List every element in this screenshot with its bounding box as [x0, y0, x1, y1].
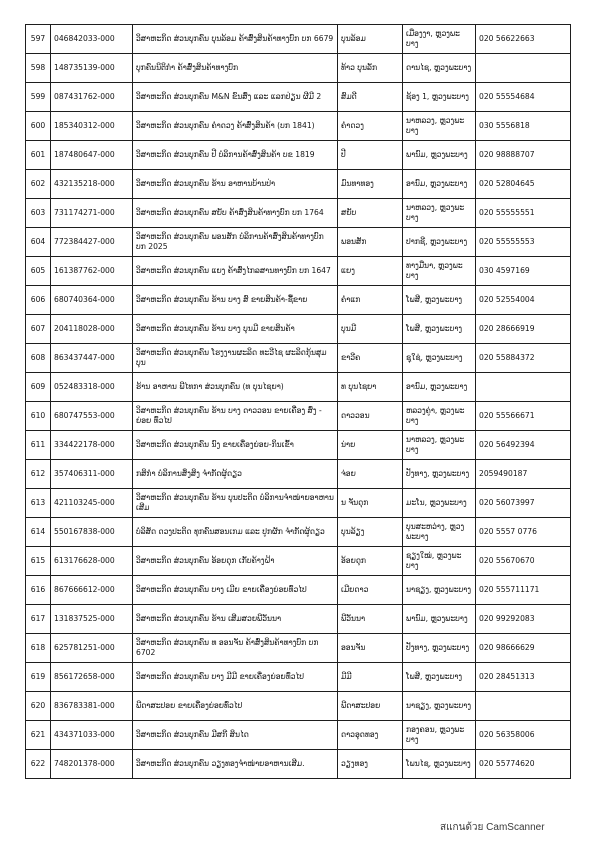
address-cell: ຫລວງຄູ່າ, ຫຼວງພະບາງ	[403, 402, 476, 431]
address-cell: ອານົມ, ຫຼວງພະບາງ	[403, 373, 476, 402]
table-row	[26, 373, 571, 402]
owner-name-cell: ຂາວີຄ	[338, 344, 403, 373]
address-cell: ນາຫລວງ, ຫຼວງພະບາງ	[403, 112, 476, 141]
owner-name-cell: ຄຳດວງ	[338, 112, 403, 141]
phone-number-cell: 020 28666919	[476, 315, 571, 344]
row-number-cell: 598	[26, 54, 51, 83]
row-number-cell: 616	[26, 576, 51, 605]
tax-id-cell: 046842033-000	[51, 25, 133, 54]
row-number-cell: 619	[26, 663, 51, 692]
business-registry-table	[25, 24, 571, 779]
owner-name-cell: ອ້ອຍດຸກ	[338, 547, 403, 576]
row-number-cell: 597	[26, 25, 51, 54]
business-name-cell: ວິສາຫະກິດ ສ່ວນບຸກຄົນ ຮ້ານ ບາງ ສົ ຂາຍສິນຄ້າ-ຊື້ຂາຍ	[133, 286, 338, 315]
phone-number-cell: 020 56073997	[476, 489, 571, 518]
business-name-cell: ວິສາຫະກິດ ສ່ວນບຸກຄົນ ບາງ ມີມີ ຂາຍເຄື່ອງຍ່ອຍທົ່ວໄປ	[133, 663, 338, 692]
row-number-cell: 604	[26, 228, 51, 257]
address-cell: ອານົມ, ຫຼວງພະບາງ	[403, 170, 476, 199]
tax-id-cell: 748201378-000	[51, 750, 133, 779]
row-number-cell: 600	[26, 112, 51, 141]
phone-number-cell	[476, 692, 571, 721]
table-row	[26, 518, 571, 547]
address-cell: ນາຊຽງ, ຫຼວງພະບາງ	[403, 692, 476, 721]
table-row	[26, 634, 571, 663]
business-name-cell: ບໍລິສັດ ດວງປະຕິດ ທຸກຄົນສອນເກມ ແລະ ປູກຜັກ ຈຳກັດຜູ້ດຽວ	[133, 518, 338, 547]
table-row	[26, 460, 571, 489]
address-cell: ກອງຄອນ, ຫຼວງພະບາງ	[403, 721, 476, 750]
tax-id-cell: 836783381-000	[51, 692, 133, 721]
table-row	[26, 344, 571, 373]
phone-number-cell: 020 55670670	[476, 547, 571, 576]
address-cell: ເມືອງງາ, ຫຼວງພະບາງ	[403, 25, 476, 54]
owner-name-cell: ສົມດີ	[338, 83, 403, 112]
address-cell: ນາຫລວງ, ຫຼວງພະບາງ	[403, 199, 476, 228]
phone-number-cell: 030 5556818	[476, 112, 571, 141]
row-number-cell: 605	[26, 257, 51, 286]
table-row	[26, 547, 571, 576]
phone-number-cell: 020 99292083	[476, 605, 571, 634]
table-row	[26, 663, 571, 692]
business-name-cell: ກສິກຳ ບໍລິການສິ່ງສິງ ຈຳກັດຜູ້ດຽວ	[133, 460, 338, 489]
tax-id-cell: 680747553-000	[51, 402, 133, 431]
row-number-cell: 618	[26, 634, 51, 663]
owner-name-cell: ບຸນລ້ຽງ	[338, 518, 403, 547]
table-row	[26, 692, 571, 721]
business-name-cell: ວິສາຫະກິດ ສ່ວນບຸກຄົນ ທ ອອນຈັນ ຄ້າສົ່ງສິນຄ້າທາງບົກ ບກ 6702	[133, 634, 338, 663]
row-number-cell: 622	[26, 750, 51, 779]
row-number-cell: 603	[26, 199, 51, 228]
tax-id-cell: 185340312-000	[51, 112, 133, 141]
phone-number-cell: 020 98666629	[476, 634, 571, 663]
phone-number-cell: 020 5557 0776	[476, 518, 571, 547]
row-number-cell: 615	[26, 547, 51, 576]
phone-number-cell: 020 55555553	[476, 228, 571, 257]
owner-name-cell: ດາວວອນ	[338, 402, 403, 431]
table-row	[26, 750, 571, 779]
business-name-cell: ວິສາຫະກິດ ສ່ວນບຸກຄົນ ອ້ອຍດຸກ ເກັບຄ້າງຝ້າ	[133, 547, 338, 576]
owner-name-cell: ມີມີ	[338, 663, 403, 692]
business-name-cell: ວິສາຫະກິດ ສ່ວນບຸກຄົນ ວຽງທອງຈຳໜ່າຍອາຫານເສີມ.	[133, 750, 338, 779]
tax-id-cell: 421103245-000	[51, 489, 133, 518]
owner-name-cell: ເມີຍດາວ	[338, 576, 403, 605]
tax-id-cell: 087431762-000	[51, 83, 133, 112]
row-number-cell: 601	[26, 141, 51, 170]
table-row	[26, 605, 571, 634]
tax-id-cell: 550167838-000	[51, 518, 133, 547]
table-row	[26, 257, 571, 286]
owner-name-cell: ຈ່ອຍ	[338, 460, 403, 489]
tax-id-cell: 357406311-000	[51, 460, 133, 489]
owner-name-cell: ອອນຈັນ	[338, 634, 403, 663]
table-row	[26, 170, 571, 199]
table-row	[26, 286, 571, 315]
business-name-cell: ວິສາຫະກິດ ສ່ວນບຸກຄົນ ບຸນລ້ອມ ຄ້າສົ່ງສິນຄ້າທາງບົກ ບກ 6679	[133, 25, 338, 54]
tax-id-cell: 434371033-000	[51, 721, 133, 750]
row-number-cell: 609	[26, 373, 51, 402]
owner-name-cell: ພອນສັກ	[338, 228, 403, 257]
row-number-cell: 606	[26, 286, 51, 315]
owner-name-cell: ດາວອຸດທອງ	[338, 721, 403, 750]
owner-name-cell: ນ່າຍ	[338, 431, 403, 460]
table-row	[26, 228, 571, 257]
business-name-cell: ວິສາຫະກິດ ສ່ວນບຸກຄົນ ນົງ ຂາຍເຄື່ອງຍ່ອຍ-ກິນເຂົ້າ	[133, 431, 338, 460]
business-name-cell: ວິສາຫະກິດ ສ່ວນບຸກຄົນ ມີສກີ ສິນໄດ	[133, 721, 338, 750]
table-row	[26, 83, 571, 112]
address-cell: ໂພສີ, ຫຼວງພະບາງ	[403, 315, 476, 344]
phone-number-cell	[476, 54, 571, 83]
address-cell: ຊຸໃຊ່, ຫຼວງພະບາງ	[403, 344, 476, 373]
address-cell: ນາຊຽງ, ຫຼວງພະບາງ	[403, 576, 476, 605]
address-cell: ພານົມ, ຫຼວງພະບາງ	[403, 605, 476, 634]
owner-name-cell: ມົນທາທອງ	[338, 170, 403, 199]
phone-number-cell: 020 56358006	[476, 721, 571, 750]
phone-number-cell: 020 56622663	[476, 25, 571, 54]
business-name-cell: ວິສາຫະກິດ ສ່ວນບຸກຄົນ ຮ້ານ ບາງ ບຸນມີ ຂາຍສິນຄ້າ	[133, 315, 338, 344]
address-cell: ມະໂນ, ຫຼວງພະບາງ	[403, 489, 476, 518]
owner-name-cell: ປີ	[338, 141, 403, 170]
address-cell: ຊຽງໃໝ່, ຫຼວງພະບາງ	[403, 547, 476, 576]
address-cell: ໂພນໄຊ, ຫຼວງພະບາງ	[403, 750, 476, 779]
scanner-watermark: สแกนด้วย CamScanner	[440, 822, 545, 833]
row-number-cell: 610	[26, 402, 51, 431]
address-cell: ດານໄຊ, ຫຼວງພະບາງ	[403, 54, 476, 83]
row-number-cell: 620	[26, 692, 51, 721]
owner-name-cell: ພີວັນນາ	[338, 605, 403, 634]
address-cell: ບຸນສະຫວ່າງ, ຫຼວງພະບາງ	[403, 518, 476, 547]
row-number-cell: 602	[26, 170, 51, 199]
address-cell: ທາງມືນາ, ຫຼວງພະບາງ	[403, 257, 476, 286]
phone-number-cell: 2059490187	[476, 460, 571, 489]
business-name-cell: ພີດາສະປອຍ ຂາຍເຄື່ອງຍ່ອຍທົ່ວໄປ	[133, 692, 338, 721]
address-cell: ພານົມ, ຫຼວງພະບາງ	[403, 141, 476, 170]
row-number-cell: 611	[26, 431, 51, 460]
business-name-cell: ວິສາຫະກິດ ສ່ວນບຸກຄົນ ຮ້ານ ບາງ ດາວວອນ ຂາຍເຄື່ອງ ສົ່ງ - ຍ່ອຍ ທົ່ວໄປ	[133, 402, 338, 431]
tax-id-cell: 187480647-000	[51, 141, 133, 170]
tax-id-cell: 161387762-000	[51, 257, 133, 286]
tax-id-cell: 334422178-000	[51, 431, 133, 460]
address-cell: ປັງທາງ, ຫຼວງພະບາງ	[403, 460, 476, 489]
business-name-cell: ວິສາຫະກິດ ສ່ວນບຸກຄົນ ຮ້ານ ເສີມສວຍພີວັນນາ	[133, 605, 338, 634]
phone-number-cell: 020 28451313	[476, 663, 571, 692]
row-number-cell: 607	[26, 315, 51, 344]
address-cell: ໂພສີ, ຫຼວງພະບາງ	[403, 286, 476, 315]
tax-id-cell: 052483318-000	[51, 373, 133, 402]
owner-name-cell: ສຍັບ	[338, 199, 403, 228]
address-cell: ຊ້ອງ 1, ຫຼວງພະບາງ	[403, 83, 476, 112]
phone-number-cell: 030 4597169	[476, 257, 571, 286]
table-row	[26, 112, 571, 141]
registry-table-body	[26, 25, 571, 779]
row-number-cell: 621	[26, 721, 51, 750]
tax-id-cell: 856172658-000	[51, 663, 133, 692]
tax-id-cell: 613176628-000	[51, 547, 133, 576]
address-cell: ປັງທາງ, ຫຼວງພະບາງ	[403, 634, 476, 663]
business-name-cell: ວິສາຫະກິດ ສ່ວນບຸກຄົນ ພອນສັກ ບໍລິການຄ້າສົ່ງສິນຄ້າທາງບົກ ບກ 2025	[133, 228, 338, 257]
business-name-cell: ວິສາຫະກິດ ສ່ວນບຸກຄົນ ຮ້ານ ບຸນປະຕິດ ບໍລິການຈຳໜ່າຍອາຫານເສີມ	[133, 489, 338, 518]
owner-name-cell: ບຸນລ້ອມ	[338, 25, 403, 54]
row-number-cell: 599	[26, 83, 51, 112]
table-row	[26, 489, 571, 518]
phone-number-cell: 020 55884372	[476, 344, 571, 373]
table-row	[26, 315, 571, 344]
address-cell: ໂພສີ, ຫຼວງພະບາງ	[403, 663, 476, 692]
table-row	[26, 25, 571, 54]
phone-number-cell: 020 98888707	[476, 141, 571, 170]
business-name-cell: ຮ້ານ ອາຫານ ພີໄທກາ ສ່ວນບຸກຄົນ (ທ ບຸນໄຊຍາ)	[133, 373, 338, 402]
business-name-cell: ວິສາຫະກິດ ສ່ວນບຸກຄົນ ສຍັບ ຄ້າສົ່ງສິນຄ້າທາງບົກ ບກ 1764	[133, 199, 338, 228]
business-name-cell: ວິສາຫະກິດ ສ່ວນບຸກຄົນ ໂຮງງານຜະລິດ ທະວີໄຊ ຜະລິດກຸ້ນສຸມບຸນ	[133, 344, 338, 373]
table-row	[26, 141, 571, 170]
table-row	[26, 576, 571, 605]
tax-id-cell: 625781251-000	[51, 634, 133, 663]
phone-number-cell: 020 55555551	[476, 199, 571, 228]
table-row	[26, 199, 571, 228]
address-cell: ປາກຊີ, ຫຼວງພະບາງ	[403, 228, 476, 257]
tax-id-cell: 131837525-000	[51, 605, 133, 634]
address-cell: ນາຫລວງ, ຫຼວງພະບາງ	[403, 431, 476, 460]
table-row	[26, 721, 571, 750]
phone-number-cell: 020 52804645	[476, 170, 571, 199]
tax-id-cell: 680740364-000	[51, 286, 133, 315]
tax-id-cell: 731174271-000	[51, 199, 133, 228]
business-name-cell: ວິສາຫະກິດ ສ່ວນບຸກຄົນ ປີ ບໍລິການຄ້າສົ່ງສິນຄ້າ ບຂ 1819	[133, 141, 338, 170]
tax-id-cell: 148735139-000	[51, 54, 133, 83]
tax-id-cell: 204118028-000	[51, 315, 133, 344]
business-name-cell: ວິສາຫະກິດ ສ່ວນບຸກຄົນ ແຍງ ຄ້າສົ່ງໄກລສານທາງບົກ ບກ 1647	[133, 257, 338, 286]
business-name-cell: ບຸກຄົນນິຕິກຳ ຄ້າສົ່ງສິນຄ້າທາງບົກ	[133, 54, 338, 83]
owner-name-cell: ແຍງ	[338, 257, 403, 286]
owner-name-cell: ນ ຈັນດຸກ	[338, 489, 403, 518]
phone-number-cell: 020 52554004	[476, 286, 571, 315]
owner-name-cell: ວຽງທອງ	[338, 750, 403, 779]
table-row	[26, 431, 571, 460]
phone-number-cell	[476, 373, 571, 402]
business-name-cell: ວິສາຫະກິດ ສ່ວນບຸກຄົນ ຮ້ານ ອາຫານບ້ານປ່າ	[133, 170, 338, 199]
tax-id-cell: 867666612-000	[51, 576, 133, 605]
tax-id-cell: 863437447-000	[51, 344, 133, 373]
table-row	[26, 54, 571, 83]
row-number-cell: 617	[26, 605, 51, 634]
owner-name-cell: ບຸນມີ	[338, 315, 403, 344]
row-number-cell: 608	[26, 344, 51, 373]
row-number-cell: 613	[26, 489, 51, 518]
owner-name-cell: ພີດາສະປອຍ	[338, 692, 403, 721]
phone-number-cell: 020 555711171	[476, 576, 571, 605]
phone-number-cell: 020 55554684	[476, 83, 571, 112]
business-name-cell: ວິສາຫະກິດ ສ່ວນບຸກຄົນ ຄຳດວງ ຄ້າສົ່ງສິນຄ້າ (ບກ 1841)	[133, 112, 338, 141]
phone-number-cell: 020 56492394	[476, 431, 571, 460]
row-number-cell: 612	[26, 460, 51, 489]
phone-number-cell: 020 55774620	[476, 750, 571, 779]
business-name-cell: ວິສາຫະກິດ ສ່ວນບຸກຄົນ M&N ຂົນສົ່ງ ແລະ ແລກປ່ຽນ ຜີມີ 2	[133, 83, 338, 112]
owner-name-cell: ຄຳແກ	[338, 286, 403, 315]
business-name-cell: ວິສາຫະກິດ ສ່ວນບຸກຄົນ ບາງ ເມີຍ ຂາຍເຄື່ອງຍ່ອຍທົ່ວໄປ	[133, 576, 338, 605]
table-row	[26, 402, 571, 431]
tax-id-cell: 772384427-000	[51, 228, 133, 257]
owner-name-cell: ທ້າວ ບຸນລັກ	[338, 54, 403, 83]
tax-id-cell: 432135218-000	[51, 170, 133, 199]
owner-name-cell: ທ ບຸນໄຊຍາ	[338, 373, 403, 402]
row-number-cell: 614	[26, 518, 51, 547]
phone-number-cell: 020 55566671	[476, 402, 571, 431]
